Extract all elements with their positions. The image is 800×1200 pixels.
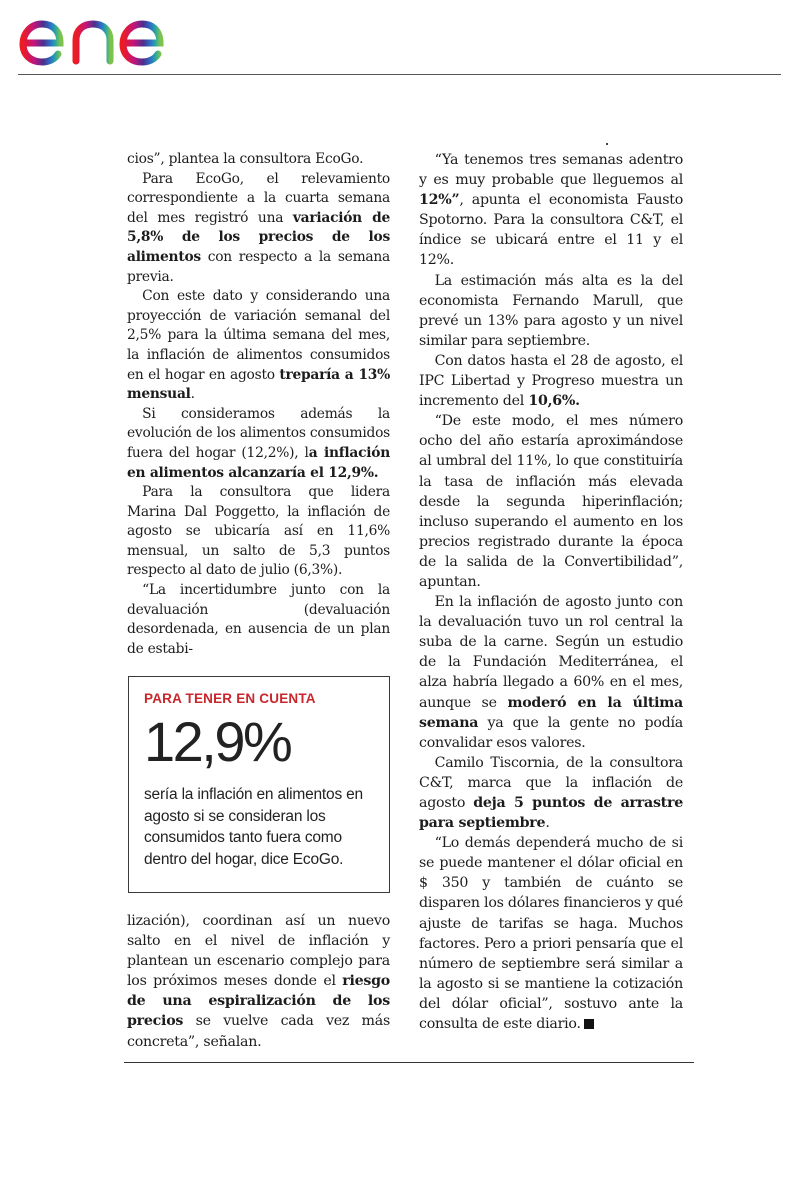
paragraph-text: Camilo Tiscornia, de la consultora C&T, marca que la inflación de agosto — [419, 754, 683, 811]
callout-text: sería la inflación en alimentos en agosto si se consideran los consumidos tanto fuera como dentro del hogar, dice EcoGo. — [144, 786, 363, 868]
article-paragraph — [419, 351, 683, 411]
article-column-left-continued — [127, 911, 390, 1052]
paragraph-text: En la inflación de agosto junto con la devaluación tuvo un rol central la suba de la carne. Según un estudio de la Fundación Mediterránea, el alza habría llegado a 60% en el mes, aunque se — [419, 594, 683, 711]
callout-stat: 12,9% — [144, 710, 291, 773]
callout-heading: PARA TENER EN CUENTA — [144, 691, 316, 706]
bold-highlight: variación de 5,8% de los precios de los alimentos — [127, 209, 391, 265]
paragraph-text: ya que la gente no podía convalidar esos valores. — [419, 714, 683, 751]
paragraph-text: Para EcoGo, el relevamiento correspondiente a la cuarta semana del mes registró una — [127, 170, 390, 226]
paragraph-text: lización), coordinan así un nuevo salto en el nivel de inflación y plantean un escenario complejo para los próximos meses donde el — [127, 913, 390, 990]
bold-highlight: moderó en la última semana — [419, 694, 683, 731]
article-paragraph — [127, 287, 390, 405]
article-paragraph — [419, 411, 683, 592]
article-end-mark — [584, 1019, 594, 1029]
article-paragraph — [419, 592, 683, 753]
header-divider — [18, 74, 781, 75]
article-paragraph — [127, 405, 390, 483]
paragraph-text: se vuelve cada vez más concreta”, señalan. — [127, 1013, 390, 1050]
article-paragraph — [127, 911, 390, 1052]
article-paragraph — [127, 170, 390, 288]
paragraph-text: “La incertidumbre junto con la devaluación (devaluación desordenada, en ausencia de un plan de estabi- — [127, 582, 390, 657]
article-column-left — [127, 150, 390, 659]
paragraph-text: Si consideramos además la evolución de los alimentos consumidos fuera del hogar (12,2%), l — [127, 405, 390, 461]
bold-highlight: deja 5 puntos de arrastre para septiembre — [419, 795, 683, 832]
enel-logo — [18, 4, 188, 68]
callout-box — [128, 676, 390, 893]
paragraph-text: , apunta el economista Fausto Spotorno. Para la consultora C&T, el índice se ubicará entre el 11 y el 12%. — [419, 192, 683, 269]
bold-highlight: a inflación en alimentos alcanzaría el 12,9%. — [127, 444, 390, 481]
article-paragraph — [127, 581, 390, 659]
paragraph-text: . — [545, 815, 550, 832]
paragraph-text: “Lo demás dependerá mucho de si se puede mantener el dólar oficial en $ 350 y también de cuánto se disparen los dólares financieros y qué ajuste de tarifas se haga. Muchos factores. Pero a priori pensaría que el número de septiembre será similar a la agosto si se mantiene la cotización del dólar oficial”, sostuvo ante la consulta de este diario. — [419, 835, 683, 1033]
article-paragraph — [127, 150, 390, 170]
paragraph-text: Con datos hasta el 28 de agosto, el IPC Libertad y Progreso muestra un incremento del — [419, 352, 683, 410]
article-paragraph — [419, 833, 683, 1034]
article-paragraph — [419, 150, 683, 271]
bold-highlight: treparía a 13% mensual — [127, 366, 391, 403]
article-paragraph — [419, 271, 683, 351]
paragraph-text: La estimación más alta es la del economista Fernando Marull, que prevé un 13% para agosto y un nivel similar para septiembre. — [419, 272, 683, 349]
footer-divider — [124, 1062, 694, 1063]
article-column-right — [419, 150, 683, 1034]
column-marker — [606, 143, 608, 145]
article-paragraph — [419, 753, 683, 833]
paragraph-text: . — [190, 386, 195, 403]
paragraph-text: “De este modo, el mes número ocho del año estaría aproximándose al umbral del 11%, lo que constituiría la tasa de inflación más elevada desde la segunda hiperinflación; incluso superando el aumento en los precios registrado durante la época de la salida de la Convertibilidad”, apuntan. — [419, 413, 683, 590]
enel-logo-graphic — [18, 4, 188, 68]
bold-highlight: 12%” — [419, 192, 460, 209]
paragraph-text: Con este dato y considerando una proyección de variación semanal del 2,5% para la última semana del mes, la inflación de alimentos consumidos en el hogar en agosto — [127, 288, 390, 383]
paragraph-text: Para la consultora que lidera Marina Dal Poggetto, la inflación de agosto se ubicaría así en 11,6% mensual, un salto de 5,3 puntos respecto al dato de julio (6,3%). — [127, 484, 390, 579]
bold-highlight: riesgo de una espiralización de los precios — [127, 973, 390, 1030]
paragraph-text: cios”, plantea la consultora EcoGo. — [127, 151, 364, 167]
bold-highlight: 10,6%. — [528, 393, 580, 410]
article-paragraph — [127, 483, 390, 581]
paragraph-text: “Ya tenemos tres semanas adentro y es muy probable que lleguemos al — [419, 152, 683, 189]
paragraph-text: con respecto a la semana previa. — [127, 248, 390, 285]
